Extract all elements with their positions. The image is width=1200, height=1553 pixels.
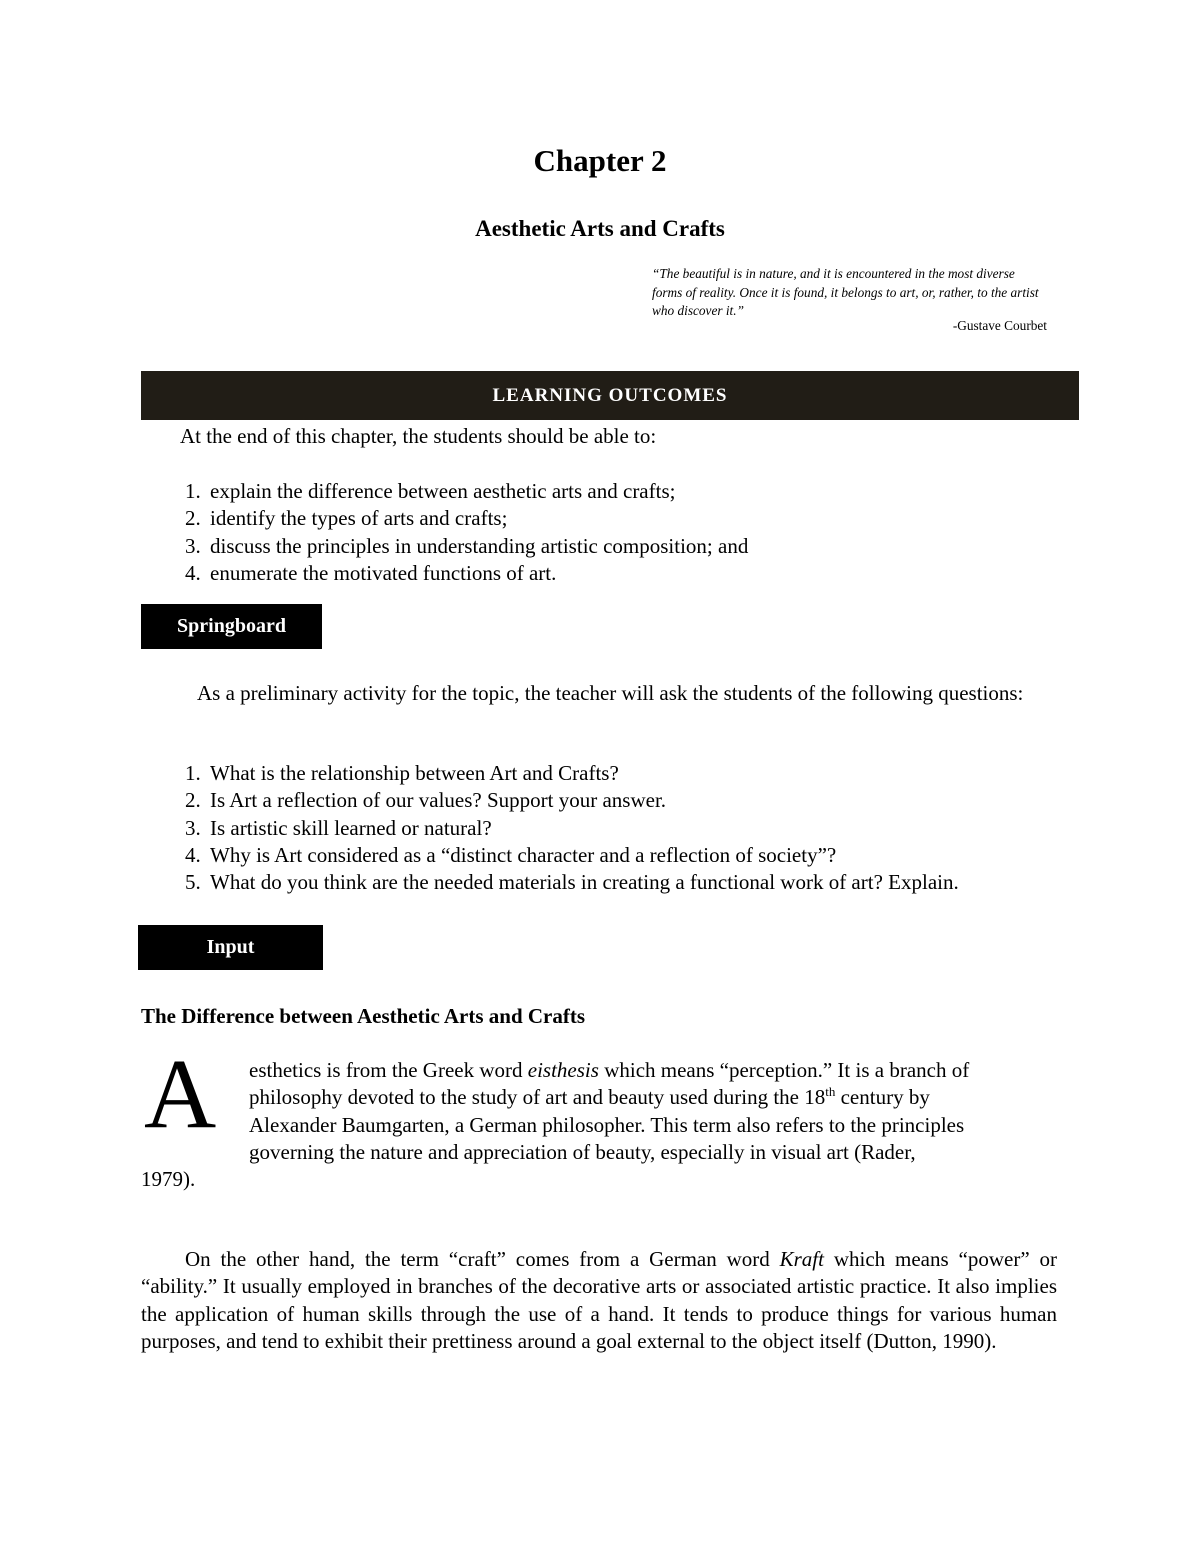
list-item [185, 815, 959, 842]
paragraph-line: Alexander Baumgarten, a German philosopher. This term also refers to the principles [249, 1112, 965, 1137]
paragraph-line [141, 1084, 1057, 1111]
item-text: enumerate the motivated functions of art. [210, 560, 557, 585]
epigraph-quote: “The beautiful is in nature, and it is encountered in the most diverse forms of reality. Once it is found, it belongs to art, or, rather, to the artist who discover it.” [652, 266, 1039, 318]
drop-cap: A [144, 1038, 217, 1149]
list-item [185, 869, 959, 896]
item-text: What do you think are the needed materials in creating a functional work of art? Explain. [210, 870, 959, 895]
craft-paragraph [141, 1246, 1057, 1355]
text-run: esthetics is from the Greek word [249, 1058, 528, 1082]
learning-outcomes-banner [141, 371, 1079, 420]
item-number: 3. [185, 815, 201, 840]
list-item [185, 787, 959, 814]
item-text: Is Art a reflection of our values? Support your answer. [210, 788, 667, 813]
item-number: 2. [185, 506, 201, 531]
text-run: philosophy devoted to the study of art and beauty used during the 18 [249, 1085, 826, 1110]
input-tab [138, 925, 323, 970]
item-text: explain the difference between aesthetic arts and crafts; [210, 479, 676, 503]
item-number: 5. [185, 870, 201, 895]
springboard-questions [185, 760, 959, 896]
item-number: 1. [185, 761, 201, 785]
springboard-tab [141, 604, 322, 649]
paragraph-line: 1979). [141, 1167, 196, 1192]
item-number: 4. [185, 560, 201, 585]
list-item [185, 760, 959, 787]
text-run: On the other hand, the term “craft” comes from a German word [185, 1247, 780, 1271]
item-text: identify the types of arts and crafts; [210, 506, 508, 531]
learning-outcomes-list [185, 478, 748, 587]
paragraph-line [141, 1057, 1057, 1084]
chapter-title: Chapter 2 [533, 143, 667, 178]
list-item [185, 533, 748, 560]
springboard-label: Springboard [177, 615, 286, 637]
item-text: Is artistic skill learned or natural? [210, 815, 492, 840]
item-number: 1. [185, 479, 201, 503]
item-number: 4. [185, 842, 201, 867]
chapter-subtitle: Aesthetic Arts and Crafts [475, 216, 725, 241]
list-item [185, 478, 748, 505]
list-item [185, 560, 748, 587]
list-item [185, 842, 959, 869]
learning-outcomes-intro: At the end of this chapter, the students should be able to: [180, 424, 657, 448]
epigraph-author: -Gustave Courbet [952, 318, 1047, 333]
text-run: which means “perception.” It is a branch of [598, 1058, 970, 1082]
item-number: 3. [185, 533, 201, 558]
springboard-intro: As a preliminary activity for the topic, the teacher will ask the students of the following questions: [197, 681, 1024, 705]
superscript: th [825, 1084, 836, 1100]
item-text: What is the relationship between Art and Crafts? [210, 761, 619, 785]
greek-term: eisthesis [527, 1058, 599, 1082]
list-item [185, 505, 748, 532]
german-term: Kraft [779, 1247, 824, 1271]
text-run: which means “power” or “ability.” It usually employed in branches of the decorative arts or associated artistic practice. It also implies the application of human skills through the use of a hand. It tends to produce things for various human purposes, and tend to exhibit their prettiness around a goal external to the object itself (Dutton, 1990). [141, 1247, 1057, 1353]
text-run: century by [835, 1085, 930, 1110]
section-heading: The Difference between Aesthetic Arts and Crafts [141, 1004, 586, 1028]
item-text: discuss the principles in understanding artistic composition; and [210, 533, 749, 558]
learning-outcomes-label: LEARNING OUTCOMES [492, 384, 728, 406]
aesthetics-paragraph [141, 1057, 1057, 1193]
paragraph-line: governing the nature and appreciation of beauty, especially in visual art (Rader, [249, 1139, 916, 1164]
item-text: Why is Art considered as a “distinct character and a reflection of society”? [210, 842, 837, 867]
item-number: 2. [185, 788, 201, 813]
input-label: Input [206, 936, 255, 958]
